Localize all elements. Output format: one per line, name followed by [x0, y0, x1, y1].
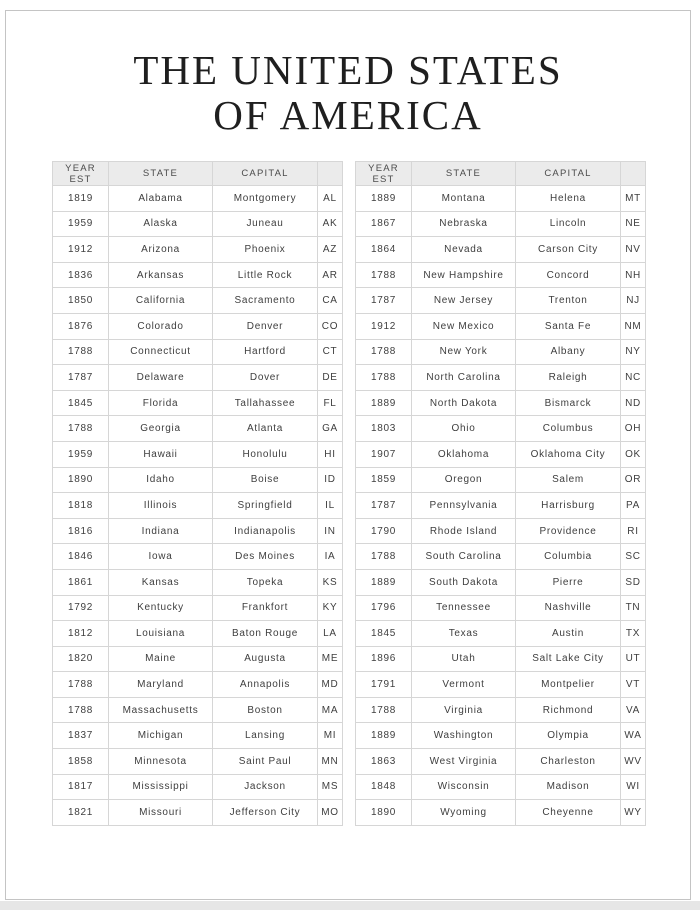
table-header-row	[53, 162, 343, 186]
cell-year: 1792	[53, 595, 109, 621]
title-line-2: OF AMERICA	[213, 92, 483, 138]
cell-state: Missouri	[109, 800, 213, 826]
cell-abbr: SD	[621, 569, 646, 595]
table-row	[53, 441, 343, 467]
cell-state: North Dakota	[412, 390, 516, 416]
cell-abbr: LA	[318, 621, 343, 647]
column-header-abbr	[318, 162, 343, 186]
cell-state: Connecticut	[109, 339, 213, 365]
table-row	[53, 390, 343, 416]
cell-capital: Sacramento	[213, 288, 318, 314]
cell-capital: Springfield	[213, 493, 318, 519]
table-row	[53, 723, 343, 749]
cell-capital: Phoenix	[213, 237, 318, 263]
cell-state: North Carolina	[412, 365, 516, 391]
cell-state: Tennessee	[412, 595, 516, 621]
cell-state: Maine	[109, 646, 213, 672]
cell-state: Ohio	[412, 416, 516, 442]
table-row	[53, 774, 343, 800]
cell-state: Rhode Island	[412, 518, 516, 544]
table-row	[53, 697, 343, 723]
table-row	[356, 441, 646, 467]
cell-abbr: VA	[621, 697, 646, 723]
cell-capital: Lansing	[213, 723, 318, 749]
table-row	[356, 774, 646, 800]
cell-year: 1821	[53, 800, 109, 826]
cell-year: 1889	[356, 723, 412, 749]
cell-capital: Harrisburg	[516, 493, 621, 519]
cell-capital: Baton Rouge	[213, 621, 318, 647]
cell-abbr: DE	[318, 365, 343, 391]
cell-year: 1787	[356, 288, 412, 314]
cell-capital: Topeka	[213, 569, 318, 595]
cell-year: 1812	[53, 621, 109, 647]
table-row	[53, 313, 343, 339]
cell-state: Hawaii	[109, 441, 213, 467]
cell-state: Minnesota	[109, 749, 213, 775]
cell-year: 1787	[53, 365, 109, 391]
table-row	[356, 365, 646, 391]
cell-year: 1861	[53, 569, 109, 595]
cell-year: 1889	[356, 569, 412, 595]
cell-capital: Augusta	[213, 646, 318, 672]
cell-capital: Tallahassee	[213, 390, 318, 416]
cell-abbr: MI	[318, 723, 343, 749]
cell-year: 1876	[53, 313, 109, 339]
table-row	[53, 621, 343, 647]
cell-capital: Montpelier	[516, 672, 621, 698]
cell-abbr: IL	[318, 493, 343, 519]
cell-year: 1907	[356, 441, 412, 467]
cell-capital: Salem	[516, 467, 621, 493]
cell-abbr: ID	[318, 467, 343, 493]
cell-abbr: TN	[621, 595, 646, 621]
cell-state: Washington	[412, 723, 516, 749]
cell-abbr: OH	[621, 416, 646, 442]
cell-abbr: NC	[621, 365, 646, 391]
title-line-1: THE UNITED STATES	[133, 47, 563, 93]
cell-state: Wisconsin	[412, 774, 516, 800]
cell-capital: Denver	[213, 313, 318, 339]
cell-year: 1791	[356, 672, 412, 698]
cell-abbr: GA	[318, 416, 343, 442]
cell-abbr: HI	[318, 441, 343, 467]
cell-state: Oklahoma	[412, 441, 516, 467]
cell-abbr: FL	[318, 390, 343, 416]
cell-year: 1790	[356, 518, 412, 544]
cell-state: Wyoming	[412, 800, 516, 826]
cell-capital: Charleston	[516, 749, 621, 775]
table-row	[356, 697, 646, 723]
cell-year: 1788	[356, 544, 412, 570]
column-header-capital: CAPITAL	[213, 162, 318, 186]
cell-year: 1959	[53, 211, 109, 237]
cell-abbr: SC	[621, 544, 646, 570]
table-row	[53, 672, 343, 698]
cell-capital: Pierre	[516, 569, 621, 595]
cell-state: Nevada	[412, 237, 516, 263]
table-row	[53, 339, 343, 365]
table-row	[356, 621, 646, 647]
cell-state: Massachusetts	[109, 697, 213, 723]
cell-abbr: TX	[621, 621, 646, 647]
cell-year: 1850	[53, 288, 109, 314]
cell-abbr: MT	[621, 186, 646, 212]
cell-year: 1867	[356, 211, 412, 237]
cell-capital: Jackson	[213, 774, 318, 800]
table-row	[53, 262, 343, 288]
table-row	[356, 723, 646, 749]
table-row	[356, 518, 646, 544]
table-row	[53, 595, 343, 621]
column-header-year: YEAR EST	[356, 162, 412, 186]
cell-capital: Trenton	[516, 288, 621, 314]
cell-capital: Boise	[213, 467, 318, 493]
table-row	[356, 672, 646, 698]
column-header-year: YEAR EST	[53, 162, 109, 186]
cell-abbr: ND	[621, 390, 646, 416]
cell-abbr: CO	[318, 313, 343, 339]
cell-capital: Bismarck	[516, 390, 621, 416]
cell-state: New Jersey	[412, 288, 516, 314]
cell-state: Colorado	[109, 313, 213, 339]
table-row	[53, 544, 343, 570]
cell-abbr: NH	[621, 262, 646, 288]
cell-capital: Olympia	[516, 723, 621, 749]
cell-abbr: IA	[318, 544, 343, 570]
cell-abbr: VT	[621, 672, 646, 698]
table-row	[356, 390, 646, 416]
table-row	[356, 595, 646, 621]
cell-state: Indiana	[109, 518, 213, 544]
table-row	[53, 467, 343, 493]
cell-year: 1845	[53, 390, 109, 416]
cell-capital: Raleigh	[516, 365, 621, 391]
cell-year: 1912	[53, 237, 109, 263]
table-row	[53, 237, 343, 263]
cell-abbr: NV	[621, 237, 646, 263]
cell-capital: Madison	[516, 774, 621, 800]
cell-abbr: IN	[318, 518, 343, 544]
cell-capital: Salt Lake City	[516, 646, 621, 672]
cell-year: 1890	[53, 467, 109, 493]
cell-abbr: CT	[318, 339, 343, 365]
cell-state: Oregon	[412, 467, 516, 493]
cell-abbr: MD	[318, 672, 343, 698]
cell-year: 1864	[356, 237, 412, 263]
cell-year: 1788	[53, 672, 109, 698]
cell-abbr: AZ	[318, 237, 343, 263]
cell-state: South Dakota	[412, 569, 516, 595]
table-row	[53, 518, 343, 544]
cell-year: 1788	[356, 262, 412, 288]
cell-abbr: WY	[621, 800, 646, 826]
cell-year: 1819	[53, 186, 109, 212]
cell-state: Texas	[412, 621, 516, 647]
cell-state: Florida	[109, 390, 213, 416]
cell-year: 1858	[53, 749, 109, 775]
cell-year: 1889	[356, 390, 412, 416]
cell-state: Delaware	[109, 365, 213, 391]
cell-year: 1788	[356, 339, 412, 365]
cell-year: 1817	[53, 774, 109, 800]
cell-capital: Carson City	[516, 237, 621, 263]
cell-state: California	[109, 288, 213, 314]
column-header-state: STATE	[109, 162, 213, 186]
table-row	[53, 749, 343, 775]
table-row	[53, 569, 343, 595]
tables-container	[6, 161, 690, 826]
table-row	[53, 646, 343, 672]
table-row	[356, 288, 646, 314]
column-header-capital: CAPITAL	[516, 162, 621, 186]
cell-abbr: MN	[318, 749, 343, 775]
cell-capital: Helena	[516, 186, 621, 212]
cell-abbr: ME	[318, 646, 343, 672]
cell-year: 1836	[53, 262, 109, 288]
page-bottom-edge	[0, 901, 700, 910]
cell-state: New Hampshire	[412, 262, 516, 288]
cell-state: West Virginia	[412, 749, 516, 775]
cell-abbr: AR	[318, 262, 343, 288]
cell-state: New York	[412, 339, 516, 365]
cell-state: Georgia	[109, 416, 213, 442]
table-row	[53, 493, 343, 519]
cell-capital: Little Rock	[213, 262, 318, 288]
cell-state: Alaska	[109, 211, 213, 237]
table-row	[53, 365, 343, 391]
cell-abbr: CA	[318, 288, 343, 314]
cell-year: 1788	[53, 697, 109, 723]
cell-state: Kansas	[109, 569, 213, 595]
cell-year: 1788	[53, 416, 109, 442]
cell-capital: Richmond	[516, 697, 621, 723]
cell-capital: Annapolis	[213, 672, 318, 698]
cell-capital: Columbus	[516, 416, 621, 442]
table-row	[356, 186, 646, 212]
cell-capital: Juneau	[213, 211, 318, 237]
states-table-right	[355, 161, 646, 826]
cell-capital: Albany	[516, 339, 621, 365]
cell-capital: Santa Fe	[516, 313, 621, 339]
document-page	[5, 10, 691, 900]
table-row	[356, 800, 646, 826]
cell-capital: Hartford	[213, 339, 318, 365]
cell-abbr: PA	[621, 493, 646, 519]
page-title	[6, 48, 690, 138]
cell-state: Kentucky	[109, 595, 213, 621]
cell-year: 1837	[53, 723, 109, 749]
column-header-state: STATE	[412, 162, 516, 186]
cell-year: 1896	[356, 646, 412, 672]
table-row	[356, 749, 646, 775]
cell-year: 1859	[356, 467, 412, 493]
cell-capital: Providence	[516, 518, 621, 544]
cell-year: 1787	[356, 493, 412, 519]
cell-state: New Mexico	[412, 313, 516, 339]
cell-state: Montana	[412, 186, 516, 212]
cell-abbr: OR	[621, 467, 646, 493]
cell-capital: Nashville	[516, 595, 621, 621]
table-row	[356, 493, 646, 519]
cell-year: 1803	[356, 416, 412, 442]
cell-capital: Oklahoma City	[516, 441, 621, 467]
table-row	[356, 646, 646, 672]
cell-year: 1846	[53, 544, 109, 570]
table-row	[53, 800, 343, 826]
cell-abbr: NM	[621, 313, 646, 339]
cell-state: Virginia	[412, 697, 516, 723]
table-row	[53, 416, 343, 442]
table-header-row	[356, 162, 646, 186]
cell-capital: Indianapolis	[213, 518, 318, 544]
cell-year: 1889	[356, 186, 412, 212]
cell-abbr: WI	[621, 774, 646, 800]
cell-year: 1796	[356, 595, 412, 621]
cell-year: 1820	[53, 646, 109, 672]
cell-state: Utah	[412, 646, 516, 672]
cell-abbr: KS	[318, 569, 343, 595]
cell-state: Illinois	[109, 493, 213, 519]
cell-abbr: WA	[621, 723, 646, 749]
cell-abbr: KY	[318, 595, 343, 621]
cell-capital: Boston	[213, 697, 318, 723]
cell-abbr: AK	[318, 211, 343, 237]
cell-state: Vermont	[412, 672, 516, 698]
table-row	[356, 569, 646, 595]
cell-abbr: AL	[318, 186, 343, 212]
cell-capital: Honolulu	[213, 441, 318, 467]
cell-state: Alabama	[109, 186, 213, 212]
table-row	[356, 313, 646, 339]
cell-abbr: OK	[621, 441, 646, 467]
table-row	[356, 211, 646, 237]
cell-state: Iowa	[109, 544, 213, 570]
table-row	[53, 211, 343, 237]
cell-capital: Cheyenne	[516, 800, 621, 826]
cell-capital: Saint Paul	[213, 749, 318, 775]
cell-year: 1959	[53, 441, 109, 467]
cell-state: Arizona	[109, 237, 213, 263]
cell-state: Arkansas	[109, 262, 213, 288]
cell-state: Nebraska	[412, 211, 516, 237]
cell-year: 1848	[356, 774, 412, 800]
cell-capital: Montgomery	[213, 186, 318, 212]
cell-state: Michigan	[109, 723, 213, 749]
cell-capital: Lincoln	[516, 211, 621, 237]
cell-year: 1788	[53, 339, 109, 365]
cell-year: 1788	[356, 697, 412, 723]
cell-capital: Frankfort	[213, 595, 318, 621]
cell-capital: Des Moines	[213, 544, 318, 570]
table-row	[356, 237, 646, 263]
cell-abbr: RI	[621, 518, 646, 544]
cell-state: Mississippi	[109, 774, 213, 800]
cell-abbr: UT	[621, 646, 646, 672]
cell-state: Maryland	[109, 672, 213, 698]
cell-year: 1845	[356, 621, 412, 647]
table-row	[53, 288, 343, 314]
cell-abbr: MS	[318, 774, 343, 800]
table-row	[356, 416, 646, 442]
cell-abbr: NY	[621, 339, 646, 365]
table-row	[356, 262, 646, 288]
cell-year: 1912	[356, 313, 412, 339]
states-table-left	[52, 161, 343, 826]
cell-capital: Austin	[516, 621, 621, 647]
cell-year: 1788	[356, 365, 412, 391]
cell-capital: Atlanta	[213, 416, 318, 442]
cell-abbr: NE	[621, 211, 646, 237]
table-row	[356, 339, 646, 365]
cell-abbr: WV	[621, 749, 646, 775]
cell-year: 1890	[356, 800, 412, 826]
table-row	[53, 186, 343, 212]
table-row	[356, 544, 646, 570]
cell-year: 1863	[356, 749, 412, 775]
cell-year: 1816	[53, 518, 109, 544]
cell-abbr: NJ	[621, 288, 646, 314]
cell-abbr: MA	[318, 697, 343, 723]
cell-capital: Columbia	[516, 544, 621, 570]
cell-state: Louisiana	[109, 621, 213, 647]
cell-capital: Dover	[213, 365, 318, 391]
cell-state: South Carolina	[412, 544, 516, 570]
cell-year: 1818	[53, 493, 109, 519]
cell-capital: Jefferson City	[213, 800, 318, 826]
cell-state: Idaho	[109, 467, 213, 493]
cell-abbr: MO	[318, 800, 343, 826]
cell-capital: Concord	[516, 262, 621, 288]
column-header-abbr	[621, 162, 646, 186]
cell-state: Pennsylvania	[412, 493, 516, 519]
table-row	[356, 467, 646, 493]
